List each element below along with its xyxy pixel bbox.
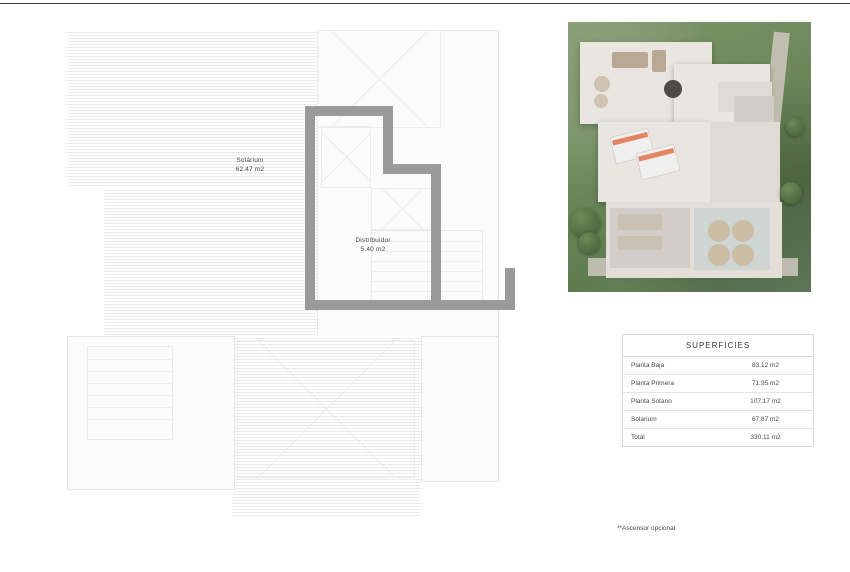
render-chair-4 (732, 244, 754, 266)
room-label-distribuidor (323, 236, 423, 254)
render-tree-3 (780, 182, 802, 204)
wall-bottom-horizontal (305, 300, 515, 310)
wall-right-upper-vertical (383, 106, 393, 164)
solarium-slab-lower (105, 188, 317, 336)
surface-value: 71.95 m2 (751, 380, 780, 387)
wall-top-horizontal (305, 106, 393, 116)
render-pool (694, 208, 770, 270)
surface-value: 67.87 m2 (751, 416, 780, 423)
table-row (623, 393, 813, 411)
render-chair-1 (708, 220, 730, 242)
distribuidor-area: 5.40 m2 (360, 246, 386, 253)
aerial-render-image (568, 22, 811, 292)
wall-bottom-right-stub (505, 268, 515, 310)
render-table-round-2 (594, 94, 608, 108)
table-row (623, 429, 813, 446)
render-sofa-top (612, 52, 648, 68)
exterior-stair (87, 346, 173, 440)
render-table-round-1 (594, 76, 610, 92)
surface-value: 107.17 m2 (750, 398, 781, 405)
render-chair-2 (732, 220, 754, 242)
surfaces-title: SUPERFICIES (623, 335, 813, 357)
render-lounger-towel-2 (638, 148, 674, 162)
room-label-solarium (195, 156, 305, 174)
surface-label: Solarium (631, 416, 657, 423)
render-planter-dark (664, 80, 682, 98)
surfaces-table (622, 334, 814, 447)
surface-value: 330.11 m2 (750, 434, 781, 441)
surface-label: Planta Sotano (631, 398, 672, 405)
render-roof-step-2 (734, 96, 774, 122)
floor-plan (55, 18, 525, 518)
skylight-box-lower (237, 340, 415, 478)
wall-right-vertical (431, 164, 441, 304)
footnote: **Ascensor opcional (617, 525, 676, 532)
table-row (623, 375, 813, 393)
render-tree-2 (578, 232, 600, 254)
surface-label: Total (631, 434, 645, 441)
lower-right-roof (421, 336, 499, 482)
surface-label: Planta Primera (631, 380, 674, 387)
skylight-box-stairwell (321, 126, 371, 188)
render-chair-3 (708, 244, 730, 266)
render-sofa-bottom-2 (618, 236, 662, 250)
table-row (623, 411, 813, 429)
render-tree-4 (786, 118, 804, 136)
top-divider (0, 3, 850, 4)
render-lounger-towel-1 (612, 132, 648, 146)
render-sofa-top-2 (652, 50, 666, 72)
surface-value: 83.12 m2 (751, 362, 780, 369)
render-sofa-bottom (618, 214, 662, 230)
surface-label: Planta Baja (631, 362, 665, 369)
solarium-name: Solárium (236, 157, 264, 164)
distribuidor-name: Distribuidor (355, 237, 391, 244)
table-row (623, 357, 813, 375)
solarium-area: 62.47 m2 (235, 166, 265, 173)
skylight-box-mid (371, 188, 433, 230)
wall-left-vertical (305, 106, 315, 310)
